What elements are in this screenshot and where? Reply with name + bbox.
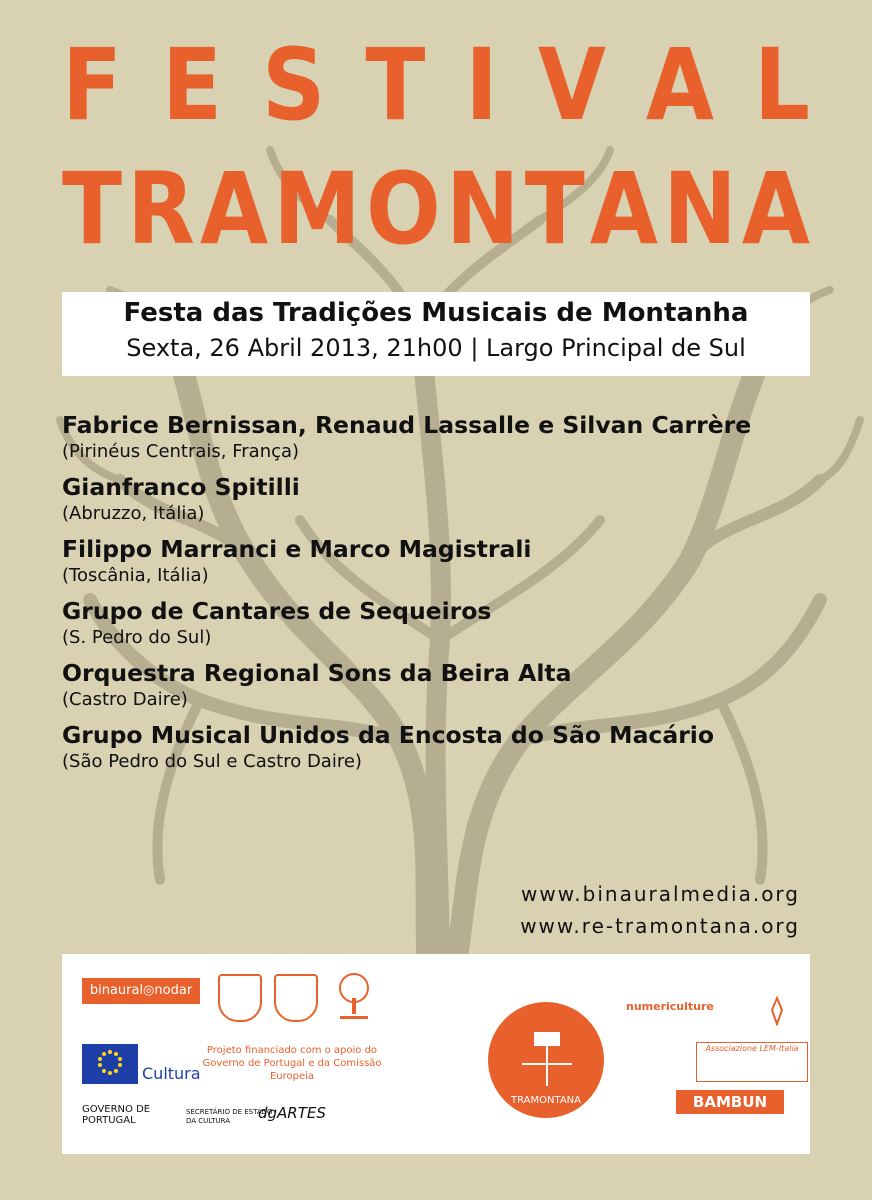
title-letter: A [589, 151, 658, 267]
title-letter: V [537, 27, 606, 143]
title-letter: F [62, 27, 123, 143]
portugal-label: PORTUGAL [82, 1115, 136, 1126]
cultura-logo: Cultura [142, 1064, 201, 1083]
list-item [62, 720, 822, 774]
artist-name: Grupo Musical Unidos da Encosta do São Macário [62, 721, 714, 749]
title-letter: M [273, 151, 361, 267]
governo-portugal-logo [82, 1104, 150, 1126]
title-letter: I [465, 27, 498, 143]
list-item [62, 410, 822, 464]
artist-origin: (Abruzzo, Itália) [62, 503, 205, 524]
artist-origin: (S. Pedro do Sul) [62, 627, 212, 648]
artist-lineup [62, 410, 822, 782]
artist-name: Orquestra Regional Sons da Beira Alta [62, 659, 572, 687]
festival-title-line2 [62, 151, 810, 267]
cultura-label: DA CULTURA [186, 1117, 230, 1125]
bambun-logo: BAMBUN [676, 1090, 784, 1114]
artist-name: Gianfranco Spitilli [62, 473, 300, 501]
tree-logo-icon [332, 972, 376, 1022]
tramontana-circle-logo [488, 1002, 604, 1118]
title-letter: S [262, 27, 326, 143]
title-letter: T [524, 151, 585, 267]
municipal-crest-icon [218, 974, 262, 1022]
artist-name: Grupo de Cantares de Sequeiros [62, 597, 492, 625]
title-letter: L [753, 27, 810, 143]
sponsor-logos [62, 954, 810, 1154]
secretario-label: SECRETÁRIO DE ESTADO [186, 1108, 273, 1116]
municipal-crest-icon [274, 974, 318, 1022]
title-letter: T [365, 27, 426, 143]
artist-origin: (Castro Daire) [62, 689, 188, 710]
artist-origin: (Toscânia, Itália) [62, 565, 209, 586]
list-item [62, 596, 822, 650]
governo-label: GOVERNO DE [82, 1104, 151, 1115]
title-letter: A [645, 27, 714, 143]
artist-origin: (Pirinéus Centrais, França) [62, 441, 300, 462]
title-letter: O [365, 151, 441, 267]
binauralmedia-link[interactable]: www.binauralmedia.org [521, 882, 800, 906]
artist-name: Fabrice Bernissan, Renaud Lassalle e Silvan Carrère [62, 411, 752, 439]
artist-origin: (São Pedro do Sul e Castro Daire) [62, 751, 362, 772]
numericulture-logo: numericulture [626, 1000, 714, 1013]
event-banner [62, 292, 810, 376]
tramontana-logo-text: TRAMONTANA [511, 1095, 581, 1106]
title-letter: T [62, 151, 123, 267]
list-item [62, 658, 822, 712]
festival-title-line1 [62, 27, 810, 143]
title-letter: A [741, 151, 810, 267]
re-tramontana-link[interactable]: www.re-tramontana.org [520, 914, 800, 938]
list-item [62, 472, 822, 526]
artist-name: Filippo Marranci e Marco Magistrali [62, 535, 532, 563]
sardinia-logo-icon [752, 996, 802, 1026]
eu-flag-icon [82, 1044, 138, 1084]
title-letter: R [127, 151, 195, 267]
website-links [520, 878, 800, 942]
list-item [62, 534, 822, 588]
title-letter: N [663, 151, 737, 267]
title-letter: E [162, 27, 223, 143]
weathervane-goat-icon [488, 1002, 604, 1092]
funding-note: Projeto financiado com o apoio do Governo de Portugal e da Comissão Europeia [202, 1045, 382, 1082]
binaural-nodar-logo: binaural◎nodar [82, 978, 200, 1004]
event-name: Festa das Tradições Musicais de Montanha [123, 298, 749, 328]
title-letter: A [200, 151, 269, 267]
event-details: Sexta, 26 Abril 2013, 21h00 | Largo Principal de Sul [126, 334, 746, 362]
title-letter: N [445, 151, 520, 267]
dgartes-logo: dgARTES [258, 1104, 326, 1122]
lem-italia-logo: Associazione LEM-Italia [696, 1042, 808, 1082]
